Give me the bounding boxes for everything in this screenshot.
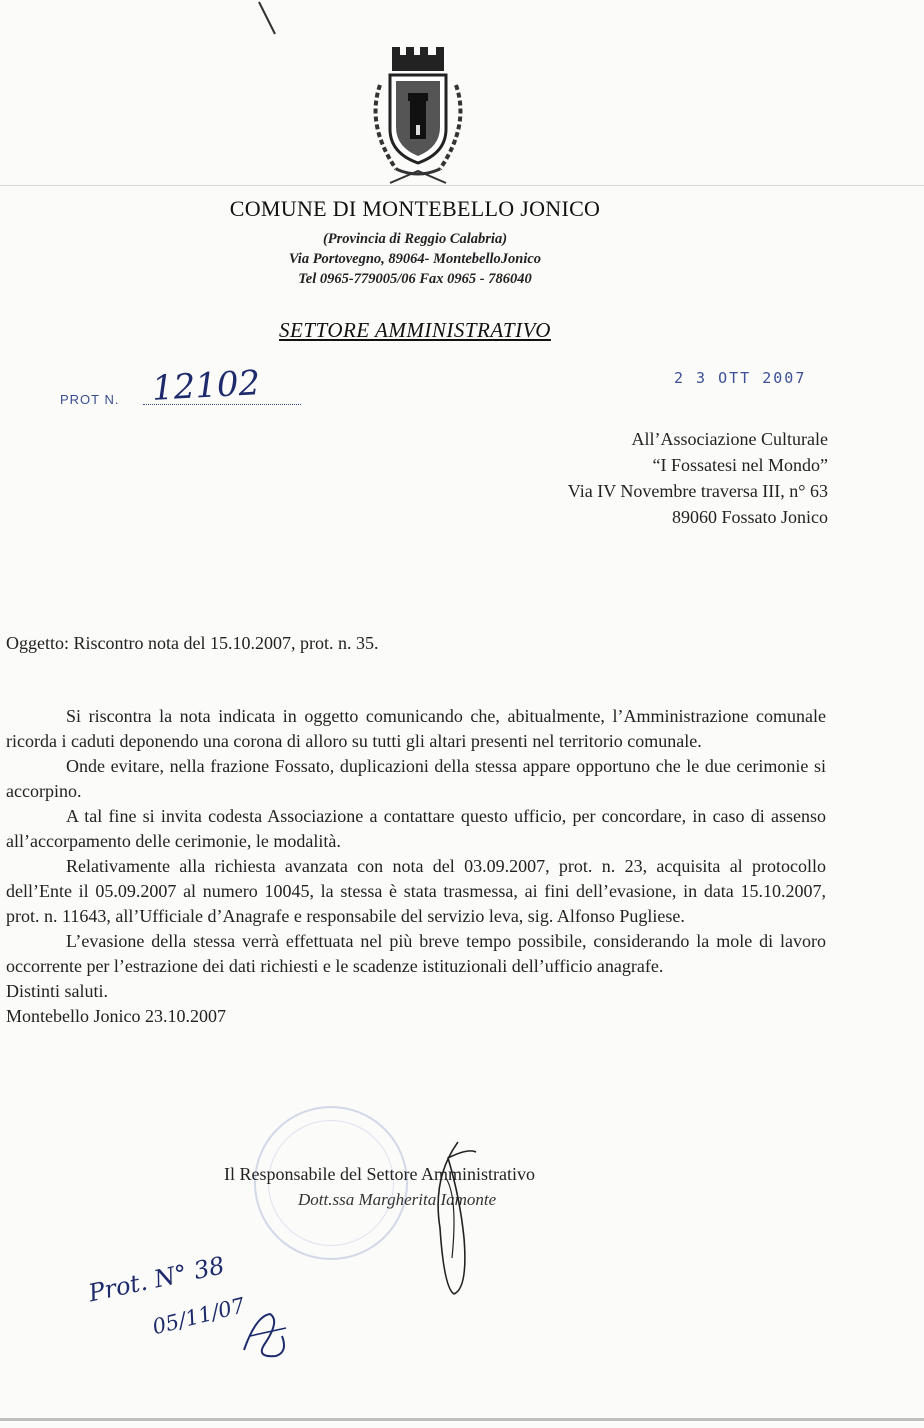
date-stamp: 2 3 OTT 2007 bbox=[674, 369, 807, 387]
protocol-number-handwritten: 12102 bbox=[151, 363, 262, 409]
sector-heading: SETTORE AMMINISTRATIVO bbox=[279, 318, 551, 342]
province-line: (Provincia di Reggio Calabria) bbox=[322, 231, 508, 247]
handwritten-initials bbox=[236, 1306, 296, 1366]
body-paragraph: Relativamente alla richiesta avanzata con nota del 03.09.2007, prot. n. 23, acquisita al protocollo dell’Ente il 05.09.2007 al numero 10045, la stessa è stata trasmessa, ai fini dell’evasione, in data 15.10.2007, prot. n. 11643, all’Ufficiale d’Anagrafe e responsabile del servizio leva, sig. Alfonso Pugliese. bbox=[6, 856, 826, 926]
addressee-line: “I Fossatesi nel Mondo” bbox=[652, 455, 828, 475]
addressee-line: All’Associazione Culturale bbox=[631, 429, 828, 449]
closing-greeting: Distinti saluti. bbox=[6, 981, 109, 1001]
body-paragraph: Si riscontra la nota indicata in oggetto comunicando che, abitualmente, l’Amministrazione comunale ricorda i caduti deponendo una corona di alloro su tutti gli altari presenti nel territorio comunale. bbox=[6, 706, 826, 751]
scan-bottom-edge bbox=[0, 1418, 924, 1421]
municipal-crest-icon bbox=[356, 45, 480, 193]
body-paragraph: Onde evitare, nella frazione Fossato, duplicazioni della stessa appare opportuno che le due cerimonie si accorpino. bbox=[6, 756, 826, 801]
protocol-underline bbox=[143, 404, 301, 405]
address-line: Via Portovegno, 89064- MontebelloJonico bbox=[288, 251, 542, 267]
place-and-date: Montebello Jonico 23.10.2007 bbox=[6, 1006, 226, 1026]
handwritten-date-note: 05/11/07 bbox=[150, 1293, 248, 1340]
phone-fax-line: Tel 0965-779005/06 Fax 0965 - 786040 bbox=[298, 271, 532, 287]
handwritten-protocol-note: Prot. N° 38 bbox=[86, 1251, 227, 1308]
body-paragraph: A tal fine si invita codesta Associazione a contattare questo ufficio, per concordare, in caso di assenso all’accorpamento delle cerimonie, le modalità. bbox=[6, 806, 826, 851]
addressee-line: 89060 Fossato Jonico bbox=[671, 507, 828, 527]
body-paragraph: L’evasione della stessa verrà effettuata nel più breve tempo possibile, considerando la mole di lavoro occorrente per l’estrazione dei dati richiesti e le scadenze istituzionali dell’ufficio anagrafe. bbox=[6, 931, 826, 976]
subject-line: Oggetto: Riscontro nota del 15.10.2007, prot. n. 35. bbox=[6, 633, 379, 653]
signature-role: Il Responsabile del Settore Amministrativo bbox=[224, 1164, 535, 1184]
addressee-block bbox=[568, 426, 828, 530]
addressee-line: Via IV Novembre traversa III, n° 63 bbox=[567, 481, 828, 501]
municipality-title: COMUNE DI MONTEBELLO JONICO bbox=[229, 196, 601, 221]
protocol-label: PROT N. bbox=[60, 392, 120, 407]
letter-body bbox=[6, 704, 826, 1029]
handwritten-signature bbox=[418, 1138, 488, 1298]
scan-mark bbox=[255, 0, 285, 40]
signatory-name: Dott.ssa Margherita Iamonte bbox=[298, 1190, 497, 1209]
